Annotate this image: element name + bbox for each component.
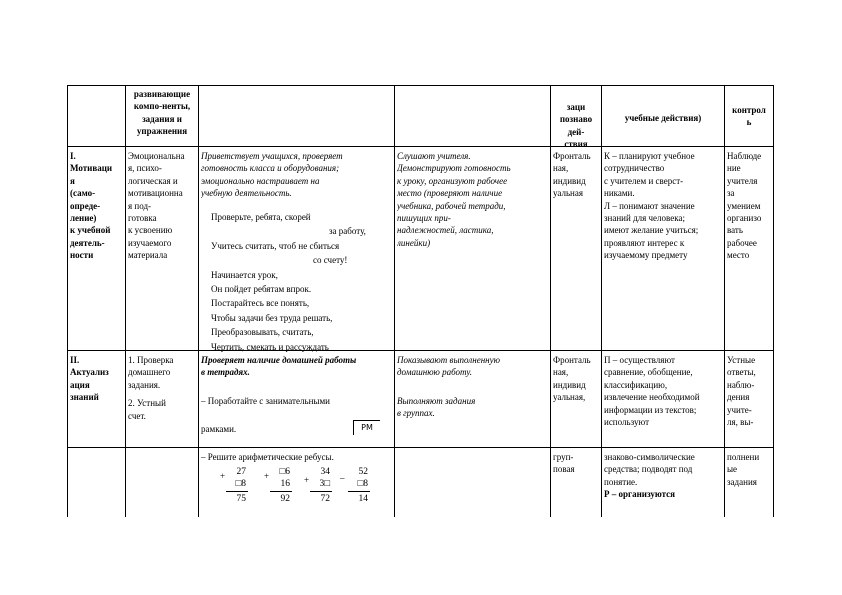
row1-stage: I. Мотиваци я (само- опреде- ление) к учебной деятель- ности <box>70 151 113 261</box>
row1-teacher-intro: Приветствует учащихся, проверяет готовность класса и оборудования; эмоционально настраивает на учебную деятельность. <box>201 151 343 199</box>
row1-bottom-border <box>67 350 774 351</box>
header-uud: учебные действия) <box>624 113 702 123</box>
col-border-2 <box>198 85 199 517</box>
row2-components: 1. Проверка домашнего задания. 2. Устный счет. <box>128 355 174 421</box>
col-border-0 <box>67 85 68 517</box>
col-border-3 <box>394 85 395 517</box>
rebus-2: □6 16 92 + <box>264 467 290 504</box>
row3-uud: знаково-символические средства; подводят под понятие. Р – организуются <box>604 452 695 500</box>
row1-uud: К – планируют учебное сотрудничество с учителем и сверст- никами. Л – понимают значение знаний для человека; имеют желание учиться; проявляют интерес к изучаемому предмету <box>604 151 699 261</box>
rebus-4: 52 □8 14 – <box>340 467 368 504</box>
row2-uud: П – осуществляют сравнение, обобщение, классификацию, извлечение необходимой информации из текстов; используют <box>604 355 700 428</box>
rebus-1: 27 □8 75 + <box>220 467 246 504</box>
workbook-rm-marker: РМ <box>353 420 380 435</box>
row1-components: Эмоциональна я, психо- логическая и мотивационна я под- готовка к усвоению изучаемого материала <box>128 151 185 261</box>
col-border-4 <box>550 85 551 517</box>
row3-form: груп- повая <box>553 452 575 475</box>
row1-form: Фронталь ная, индивид уальная <box>553 151 591 199</box>
table-top-border <box>67 85 774 86</box>
header-components: развивающие компо-ненты, задания и упражнения <box>133 89 191 137</box>
col-border-1 <box>125 85 126 517</box>
row1-control: Наблюде ние учителя за умением организо вать рабочее место <box>727 151 762 261</box>
header-control: контрол ь <box>732 105 766 128</box>
row3-teacher-intro: – Решите арифметические ребусы. <box>201 452 334 462</box>
header-bottom-border <box>67 146 774 147</box>
row2-control: Устные ответы, наблю- дения учите- ля, вы- <box>727 355 756 428</box>
row2-stage: II. Актуализ ация знаний <box>70 355 109 403</box>
row2-bottom-border <box>67 447 774 448</box>
row1-poem: Проверьте, ребята, скорей за работу, Учитесь считать, чтоб не сбиться со счету! Начинается урок, Он пойдет ребятам впрок. Постарайтесь все понять, Чтобы задачи без труда решать, Преобразовывать, считать, Чертить, смекать и рассуждать <box>211 212 366 352</box>
row1-student: Слушают учителя. Демонстрируют готовность к уроку, организуют рабочее место (проверяют наличие учебника, рабочей тетради, пишущих при- надлежностей, ластика, линейки) <box>397 151 511 248</box>
row2-form: Фронталь ная, индивид уальная, <box>553 355 591 403</box>
row2-teacher: Проверяет наличие домашней работы в тетрадях. – Поработайте с занимательными рамками. <box>201 355 357 435</box>
col-border-7 <box>773 85 774 517</box>
row2-student: Показывают выполненную домашнюю работу. Выполняют задания в группах. <box>397 355 500 419</box>
row3-control: полнени ые задания <box>727 452 760 487</box>
rebus-3: 34 3□ 72 + <box>304 467 330 504</box>
header-form: заци познаво дей- ствия <box>559 102 593 150</box>
col-border-5 <box>601 85 602 517</box>
col-border-6 <box>724 85 725 517</box>
